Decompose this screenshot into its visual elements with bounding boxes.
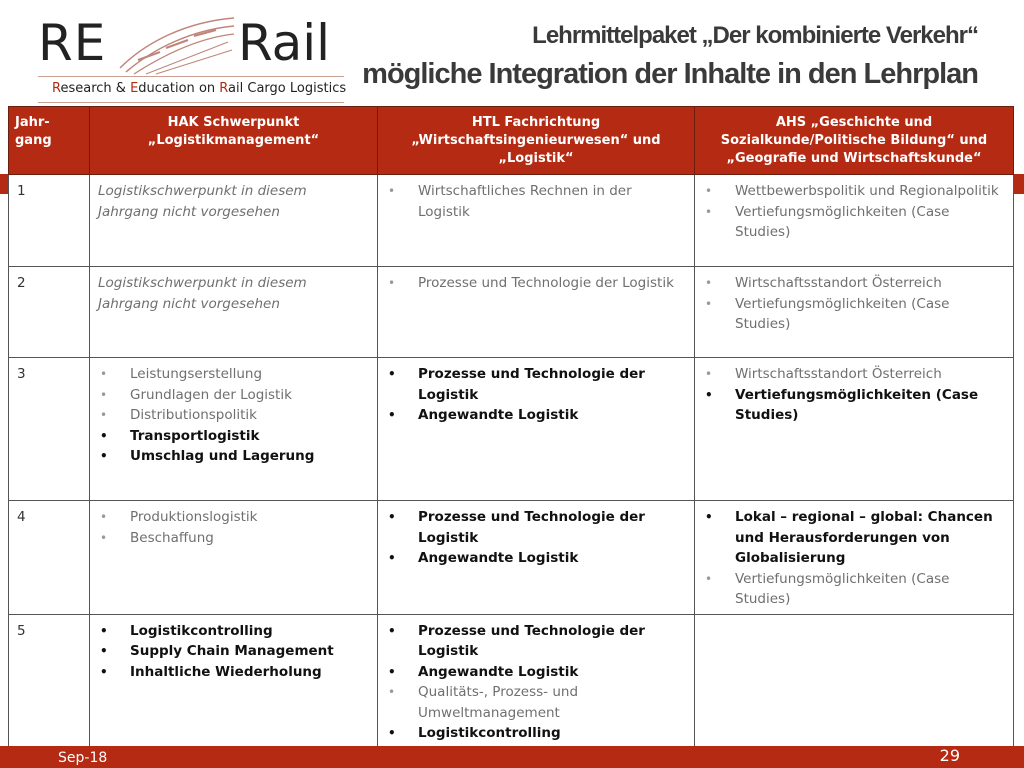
year-cell: 4: [9, 501, 90, 615]
list-item: • Grundlagen der Logistik: [98, 385, 369, 406]
list-item: • Leistungserstellung: [98, 364, 369, 385]
list-item: • Transportlogistik: [98, 426, 369, 447]
ahs-list: [703, 273, 1005, 335]
year-cell: 1: [9, 175, 90, 267]
ahs-cell: [695, 358, 1014, 501]
slide-title-line2: mögliche Integration der Inhalte in den Lehrplan: [362, 58, 978, 90]
htl-cell: [378, 175, 695, 267]
ahs-list: [703, 181, 1005, 243]
table-row: [9, 614, 1014, 748]
list-item: • Distributionspolitik: [98, 405, 369, 426]
list-item: • Lokal – regional – global: Chancen und Herausforderungen von Globalisierung: [703, 507, 1005, 569]
logo-divider-bottom: [38, 102, 344, 103]
hak-note: Logistikschwerpunkt in diesem Jahrgang nicht vorgesehen: [98, 275, 307, 312]
ahs-cell: [695, 267, 1014, 358]
footer-date: Sep-18: [58, 750, 108, 766]
list-item: • Wirtschaftsstandort Österreich: [703, 364, 1005, 385]
year-cell: 2: [9, 267, 90, 358]
list-item: • Angewandte Logistik: [386, 662, 686, 683]
hak-cell: [90, 175, 378, 267]
list-item: • Wettbewerbspolitik und Regionalpolitik: [703, 181, 1005, 202]
curriculum-table: [8, 106, 1014, 749]
ahs-cell: [695, 501, 1014, 615]
list-item: • Vertiefungsmöglichkeiten (Case Studies): [703, 569, 1005, 610]
list-item: • Produktionslogistik: [98, 507, 369, 528]
list-item: • Vertiefungsmöglichkeiten (Case Studies): [703, 294, 1005, 335]
htl-cell: [378, 267, 695, 358]
list-item: • Wirtschaftsstandort Österreich: [703, 273, 1005, 294]
list-item: • Angewandte Logistik: [386, 548, 686, 569]
list-item: • Wirtschaftliches Rechnen in der Logistik: [386, 181, 686, 222]
htl-list: [386, 273, 686, 294]
list-item: • Prozesse und Technologie der Logistik: [386, 364, 686, 405]
list-item: • Vertiefungsmöglichkeiten (Case Studies): [703, 385, 1005, 426]
table-row: [9, 267, 1014, 358]
header-ahs: AHS „Geschichte und Sozialkunde/Politische Bildung“ und „Geografie und Wirtschaftskunde“: [695, 107, 1014, 175]
htl-list: [386, 181, 686, 222]
header-htl: HTL Fachrichtung „Wirtschaftsingenieurwesen“ und „Logistik“: [378, 107, 695, 175]
ahs-cell: [695, 175, 1014, 267]
hak-cell: [90, 614, 378, 748]
table-row: [9, 501, 1014, 615]
hak-cell: [90, 501, 378, 615]
list-item: • Prozesse und Technologie der Logistik: [386, 507, 686, 548]
list-item: • Beschaffung: [98, 528, 369, 549]
table-body: [9, 175, 1014, 749]
list-item: • Qualitäts-, Prozess- und Umweltmanagement: [386, 682, 686, 723]
logo: [38, 10, 347, 102]
year-cell: 3: [9, 358, 90, 501]
list-item: • Prozesse und Technologie der Logistik: [386, 273, 686, 294]
htl-cell: [378, 614, 695, 748]
hak-list: [98, 364, 369, 467]
hak-list: [98, 621, 369, 683]
list-item: • Inhaltliche Wiederholung: [98, 662, 369, 683]
table-header-row: [9, 107, 1014, 175]
logo-rail: Rail: [238, 14, 331, 72]
list-item: • Umschlag und Lagerung: [98, 446, 369, 467]
year-cell: 5: [9, 614, 90, 748]
hak-cell: [90, 267, 378, 358]
logo-tagline-text: Research & Education on Rail Cargo Logistics: [52, 81, 347, 96]
slide-title-line1: Lehrmittelpaket „Der kombinierte Verkehr“: [532, 22, 978, 49]
logo-divider: [38, 76, 344, 77]
list-item: • Prozesse und Technologie der Logistik: [386, 621, 686, 662]
list-item: • Vertiefungsmöglichkeiten (Case Studies): [703, 202, 1005, 243]
train-icon: [116, 12, 236, 78]
list-item: • Supply Chain Management: [98, 641, 369, 662]
htl-list: [386, 364, 686, 426]
header-year: Jahr- gang: [9, 107, 90, 175]
page-number: 29: [939, 746, 960, 765]
list-item: • Logistikcontrolling: [386, 723, 686, 744]
htl-cell: [378, 358, 695, 501]
htl-list: [386, 507, 686, 569]
header-hak: HAK Schwerpunkt „Logistikmanagement“: [90, 107, 378, 175]
logo-re: RE: [38, 14, 107, 72]
list-item: • Angewandte Logistik: [386, 405, 686, 426]
ahs-list: [703, 507, 1005, 610]
hak-note: Logistikschwerpunkt in diesem Jahrgang nicht vorgesehen: [98, 183, 307, 220]
ahs-cell: [695, 614, 1014, 748]
footer-bar: [0, 746, 1024, 768]
logo-tagline: [52, 81, 346, 96]
htl-cell: [378, 501, 695, 615]
list-item: • Logistikcontrolling: [98, 621, 369, 642]
table-row: [9, 175, 1014, 267]
hak-cell: [90, 358, 378, 501]
table-row: [9, 358, 1014, 501]
htl-list: [386, 621, 686, 744]
ahs-list: [703, 364, 1005, 426]
hak-list: [98, 507, 369, 548]
